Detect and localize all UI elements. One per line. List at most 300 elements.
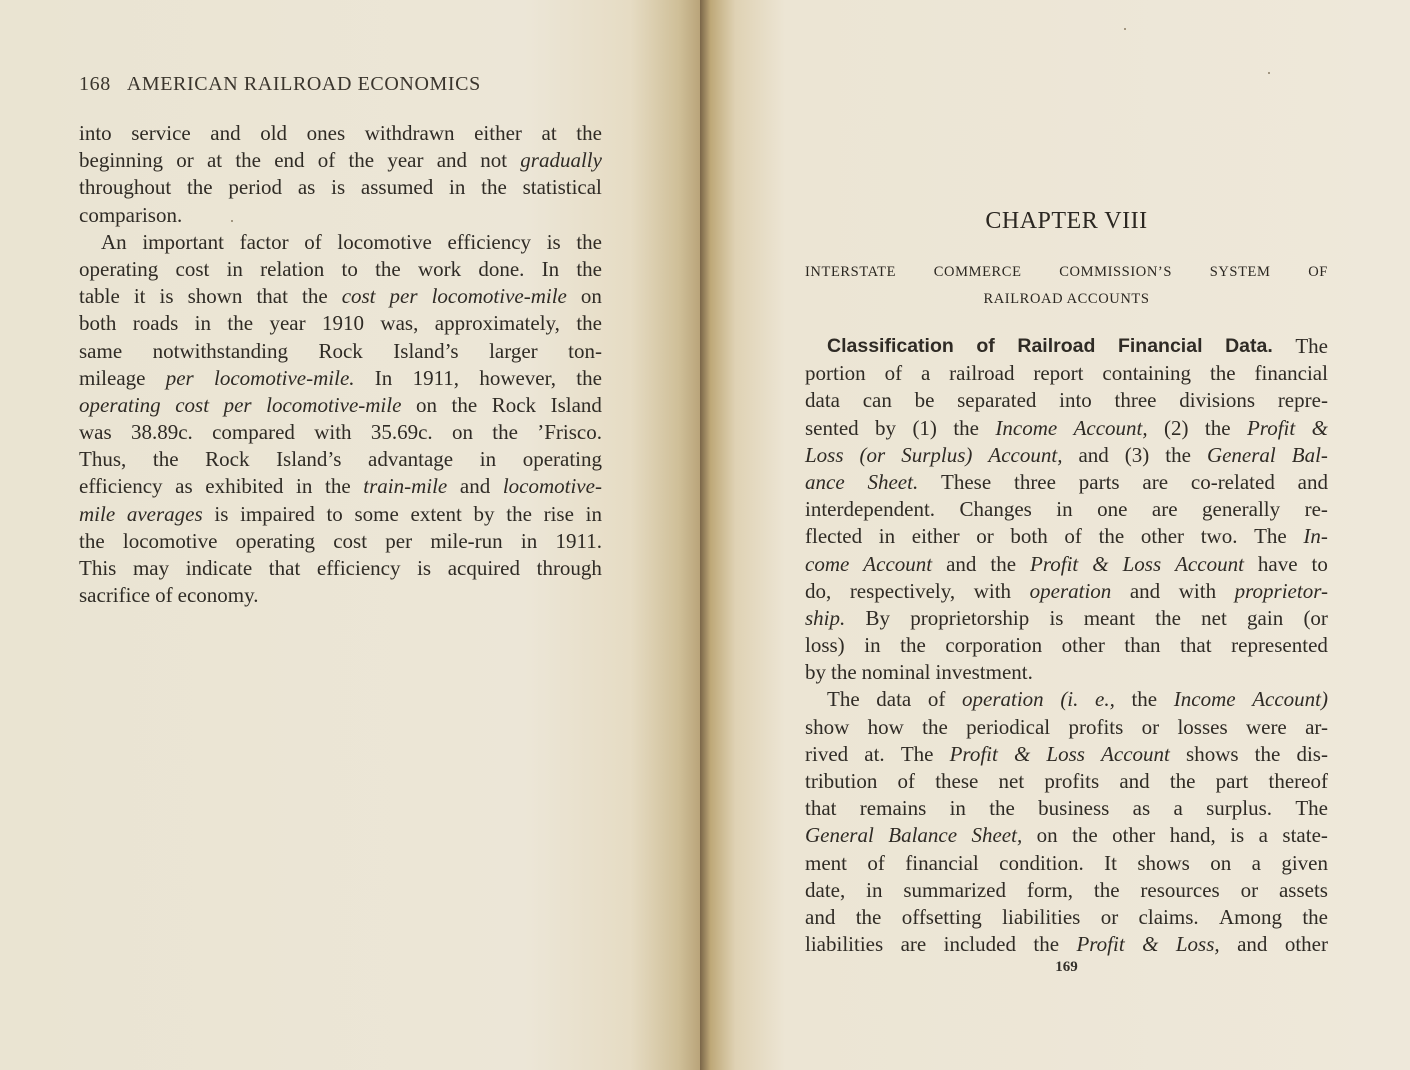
word: given [1281,850,1328,875]
text-line [79,338,602,365]
word: in [520,528,538,553]
word: and [1078,442,1109,467]
word: old [260,121,288,145]
word: Surplus) [901,442,973,467]
word: in [226,256,243,281]
word: the [235,148,261,173]
word: factor [239,229,289,254]
word: in [866,877,883,902]
word: assumed [360,175,434,200]
word: important [142,229,224,254]
word: and [436,148,468,173]
word: of [927,687,946,712]
word: nominal [861,660,931,685]
word: of [976,335,995,357]
word: per [223,392,252,417]
word: it [133,284,146,309]
word: at [541,121,557,145]
word: liabilities [1002,904,1081,929]
subtitle-word: SYSTEM [1209,264,1271,280]
text-line [805,822,1328,849]
word: proprietorship [910,605,1030,630]
text-line [79,419,602,446]
word: surplus. [1206,796,1273,821]
word: the [1072,823,1098,848]
word: re- [1304,497,1328,522]
word: included [943,932,1016,957]
word: General [1206,442,1276,467]
word: in [949,796,966,821]
word: In [374,365,393,390]
word: remains [859,796,927,821]
text-line [805,333,1328,360]
left-body-text [79,120,602,609]
text-line [79,310,602,337]
word: (i. [1060,687,1079,712]
word: Loss, [1175,932,1220,957]
chapter-title: CHAPTER VIII [985,208,1148,234]
word: or [1141,714,1160,739]
word: Rock [491,392,537,417]
word: can [862,388,892,413]
word: comparison. [79,202,183,227]
word: the [1131,687,1158,712]
word: sacrifice [79,583,151,608]
word: come [805,551,850,576]
word: of [867,850,885,875]
word: in [194,311,211,336]
word: the [325,474,351,499]
word: locomotive-mile [431,284,567,309]
word: efficiency [447,229,532,254]
word: on [580,284,602,309]
word: other [1140,524,1185,549]
word: parts [1078,469,1120,494]
word: with [973,578,1012,603]
word: ance [805,469,845,494]
word: form, [1026,877,1073,902]
word: Loss [805,442,844,467]
word: or [1100,904,1119,929]
word: Account, [1073,415,1148,440]
word: tribution [805,769,878,793]
word: Bal- [1291,442,1328,467]
text-line [79,392,602,419]
word: withdrawn [364,121,455,145]
word: summarized [903,877,1006,902]
word: a [920,361,931,386]
word: Railroad [1017,335,1096,357]
left-page [0,0,700,1070]
word: of [1064,524,1082,549]
word: in [479,447,497,472]
word: impaired [240,501,315,526]
word: ment [805,850,847,875]
word: the [1204,415,1231,440]
word: loss) [805,633,845,658]
word: hand, [1169,823,1216,848]
word: liabilities [805,932,884,957]
word: advantage [368,447,454,472]
word: and [946,551,977,576]
word: net [1201,605,1227,630]
word: both [1010,524,1048,549]
word: economy. [177,583,259,608]
word: into [1059,388,1092,413]
word: efficiency [79,474,163,499]
word: on [451,420,473,445]
word: Island [550,392,602,417]
text-line [805,469,1328,496]
word: larger [489,338,538,363]
text-line [79,283,602,310]
word: end [274,148,305,173]
word: co-related [1190,469,1275,494]
word: the [990,551,1017,576]
word: either [911,524,960,549]
right-page [700,0,1410,1070]
word: (or [859,442,886,467]
word: 38.89c. [130,420,193,445]
word: (3) [1124,442,1150,467]
word: the [576,229,602,254]
word: is [1049,605,1064,630]
word: and [805,904,836,929]
word: the [576,311,602,336]
word: The [827,687,860,712]
word: General [805,823,874,848]
word: and [1129,578,1161,603]
word: is [214,501,229,526]
word: on [1210,850,1232,875]
word: by [875,415,897,440]
text-line [79,256,602,283]
text-line [805,551,1328,578]
word: locomotive [337,229,432,254]
text-line [79,446,602,473]
word: is [546,229,561,254]
right-body-text [805,333,1328,958]
word: Loss [1122,551,1162,576]
word: work [417,256,462,281]
word: In [541,256,560,281]
word: two. [1200,524,1238,549]
word: acquired [447,556,520,580]
word: Data. [1225,335,1273,357]
word: the [831,660,857,685]
word: Sheet, [971,823,1023,848]
word: corporation [945,633,1043,658]
word: with [1178,578,1217,603]
word: as [175,474,193,499]
word: 1911. [555,528,602,553]
word: (or [1303,605,1328,630]
word: is [417,556,432,580]
word: 35.69c. [370,420,433,445]
text-line [79,365,602,392]
word: Profit [949,741,998,766]
word: operating [79,256,159,281]
word: Rock [205,447,250,472]
word: Account [1175,551,1244,576]
word: date, [805,877,846,902]
word: are [900,932,927,957]
word: per [165,365,194,390]
text-line [79,202,602,229]
word: ’Frisco. [537,420,602,445]
word: Among [1218,904,1282,929]
word: these [935,769,979,793]
word: Profit [1076,932,1125,957]
word: with [314,420,352,445]
word: & [1311,415,1328,440]
word: operating [79,392,161,417]
word: profits [1044,769,1100,793]
word: locomotive [122,528,218,553]
word: Balance [888,823,958,848]
word: how [867,714,904,739]
word: locomotive- [502,474,602,499]
word: the [186,175,213,200]
text-line [805,578,1328,605]
word: be [914,388,935,413]
word: the [1254,741,1281,766]
word: rived [805,741,849,766]
word: and [459,474,491,499]
word: the [375,256,401,281]
word: period [228,175,283,200]
text-line [805,741,1328,768]
word: of [897,769,916,793]
word: Changes [959,497,1032,522]
word: cost [341,284,376,309]
word: containing [1102,361,1192,386]
word: the [481,175,507,200]
word: & [1013,741,1031,766]
word: shown [187,284,243,309]
word: By [865,605,891,630]
word: same [79,338,123,363]
word: offsetting [901,904,982,929]
word: the [227,311,254,336]
text-line [79,555,602,582]
word: of [884,361,903,386]
word: to [1311,551,1328,576]
word: to [341,256,358,281]
word: meant [1083,605,1136,630]
word: operation [1029,578,1112,603]
word: cost [175,392,210,417]
word: locomotive-mile. [214,365,355,390]
word: investment. [935,660,1033,685]
word: condition. [999,850,1084,875]
word: resources [1140,877,1220,902]
ink-speck [231,220,233,222]
word: These [941,469,992,494]
word: in [1056,497,1073,522]
word: cost [333,528,368,553]
ink-speck [1124,28,1126,30]
subtitle-word: COMMERCE [933,264,1022,280]
word: It [1104,850,1117,875]
word: the [1093,877,1120,902]
word: in [585,501,602,526]
word: Income [1173,687,1236,712]
text-line [805,877,1328,904]
text-line [805,605,1328,632]
word: net [998,769,1025,793]
word: ton- [568,338,602,363]
word: Thus, [79,447,127,472]
text-line [805,360,1328,387]
word: proprietor- [1234,578,1328,603]
word: other [1061,633,1105,658]
word: financial [905,850,979,875]
word: the [953,415,979,440]
word: locomotive-mile [266,392,402,417]
text-line [805,387,1328,414]
word: that [268,556,301,580]
text-line [805,795,1328,822]
word: operation [962,687,1044,712]
word: ar- [1305,714,1328,739]
word: other [1284,932,1328,957]
word: data [876,687,912,712]
word: and [1237,932,1268,957]
word: & [1092,551,1109,576]
word: thereof [1268,769,1328,793]
word: gradually [520,148,602,173]
word: Financial [1117,335,1203,357]
word: approximately, [434,311,560,336]
word: year [269,311,306,336]
word: the [576,365,602,390]
word: done. [478,256,525,281]
word: the [506,501,532,526]
word: the [152,447,179,472]
subtitle-word: COMMISSION’S [1059,264,1172,280]
word: other [1112,823,1156,848]
chapter-subtitle-line-2: RAILROAD ACCOUNTS [983,291,1150,307]
text-line [805,496,1328,523]
word: the [1155,605,1181,630]
word: An [101,229,127,254]
word: on [415,392,437,417]
word: by [473,501,495,526]
subtitle-word: OF [1308,264,1328,280]
word: the [1169,769,1196,793]
text-line [79,528,602,555]
word: 1911, [412,365,460,390]
word: profits [1068,714,1124,739]
word: extent [410,501,462,526]
word: gain [1247,605,1284,630]
word: e., [1095,687,1115,712]
word: the [1033,932,1060,957]
word: at [206,148,223,173]
word: through [536,556,602,580]
word: and [1119,769,1150,793]
word: that [1180,633,1212,658]
word: throughout [79,175,172,200]
word: either [474,121,522,145]
word: averages [126,501,203,526]
word: report [1033,361,1084,386]
word: exhibited [205,474,284,499]
word: a [1251,850,1261,875]
word: ones [306,121,346,145]
word: table [79,284,120,309]
word: both [79,311,117,336]
word: financial [1254,361,1328,386]
text-line [805,632,1328,659]
word: railroad [949,361,1015,386]
word: The [1254,524,1287,549]
word: the [922,714,948,739]
text-line [805,768,1328,795]
chapter-subtitle [805,259,1328,313]
word: of [304,229,322,254]
word: that [256,284,288,309]
word: Account [863,551,933,576]
word: state- [1282,823,1328,848]
word: The [900,741,934,766]
word: shows [1137,850,1190,875]
word: were [1245,714,1287,739]
word: operating [522,447,602,472]
word: was, [380,311,419,336]
word: relation [260,256,325,281]
text-line [79,501,602,528]
running-head [79,73,481,96]
word: Profit [1246,415,1296,440]
text-line [79,229,602,256]
word: train-mile [363,474,448,499]
word: do, [805,578,832,603]
text-line [79,473,602,500]
word: at. [864,741,885,766]
word: assets [1278,877,1328,902]
word: ship. [805,605,846,630]
word: separated [957,388,1037,413]
word: a [1258,823,1268,848]
word: beginning [79,148,163,173]
word: than [1124,633,1161,658]
word: periodical [966,714,1051,739]
word: the [1209,361,1236,386]
word: may [132,556,170,580]
word: or [976,524,994,549]
word: as [1132,796,1151,821]
word: rise [543,501,574,526]
word: roads [132,311,179,336]
word: the [576,256,602,281]
word: Sheet. [867,469,919,494]
text-line [805,850,1328,877]
word: by [805,660,826,685]
word: of [155,583,173,608]
word: was [79,420,112,445]
word: Account) [1252,687,1328,712]
word: the [492,420,518,445]
word: mile [79,501,116,526]
word: the [576,121,602,145]
word: the [900,633,926,658]
word: Loss [1046,741,1085,766]
word: cost [175,256,210,281]
word: per [385,528,413,553]
word: The [1295,334,1328,358]
